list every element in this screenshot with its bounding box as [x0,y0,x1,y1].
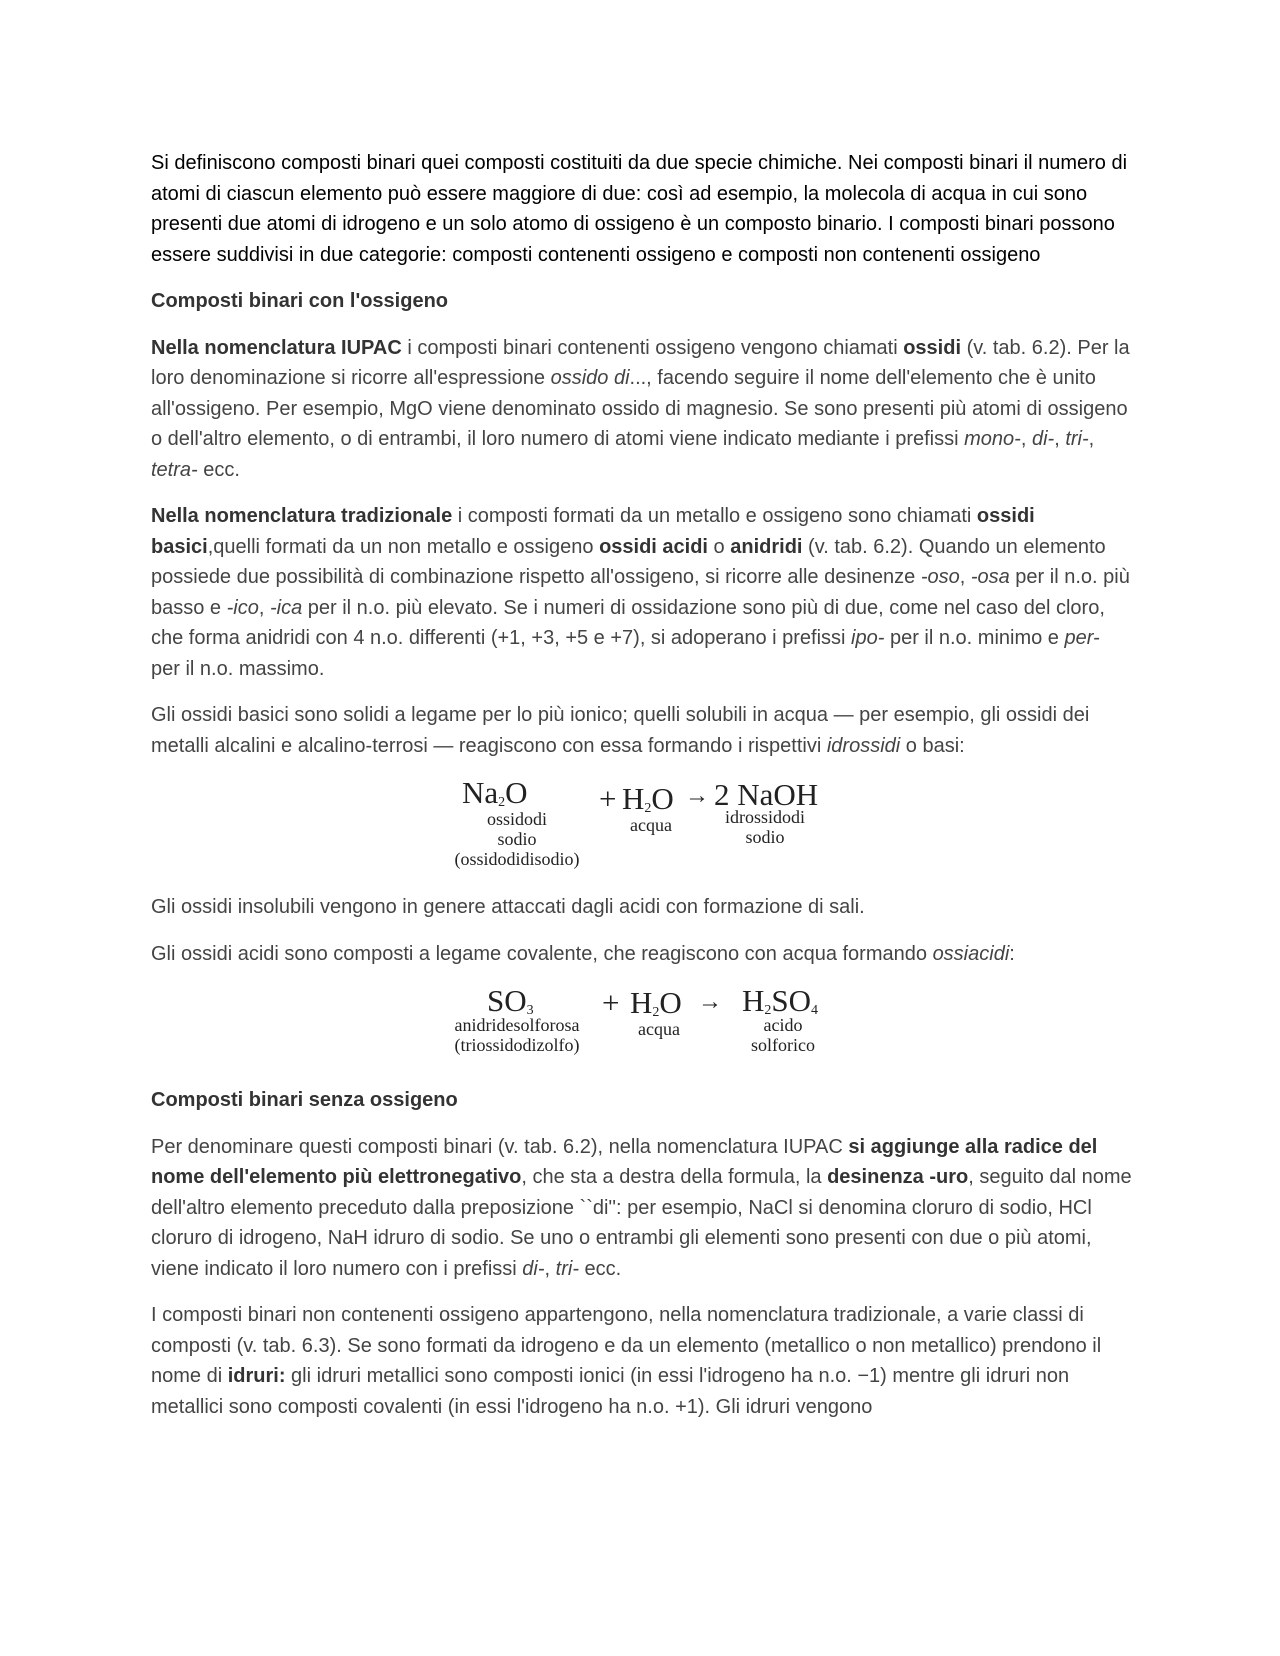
reactant-na2o: $Na_2O$ [462,775,528,810]
reactant-na2o-label: ossidodi sodio (ossidodidisodio) [454,809,580,869]
reactant-so3-label: anidridesolforosa (triossidodizolfo) [454,1015,580,1055]
iupac-oxides-paragraph: Nella nomenclatura IUPAC i composti binari contenenti ossigeno vengono chiamati ossidi (v. tab. 6.2). Per la loro denominazione si ricorre all'espressione ossido di..., facendo seguire il nome dell'elemento che è unito all'ossigeno. Per esempio, MgO viene denominato ossido di magnesio. Se sono presenti più atomi di ossigeno o dell'altro elemento, o di entrambi, il loro numero di atomi viene indicato mediante i prefissi mono-, di-, tri-, tetra- ecc. [151,336,1130,481]
product-naoh: 2 NaOH [714,777,819,812]
reactant-water: $H_2O$ [622,781,674,816]
reaction-arrow: → [685,783,709,809]
product-h2so4-label: acido solforico [751,1015,815,1055]
section-heading-without-oxygen: Composti binari senza ossigeno [151,1089,458,1111]
insoluble-oxides-paragraph: Gli ossidi insolubili vengono in genere attaccati dagli acidi con formazione di sali. [151,896,865,918]
reactant-water: $H_2O$ [630,985,682,1020]
section-heading-with-oxygen: Composti binari con l'ossigeno [151,290,449,312]
reactant-so3: $SO_3$ [487,983,534,1018]
plus-sign: + [599,781,617,816]
intro-paragraph: Si definiscono composti binari quei composti costituiti da due specie chimiche. Nei composti binari il numero di atomi di ciascun elemento può essere maggiore di due: così ad esempio, la molecola di acqua in cui sono presenti due atomi di idrogeno e un solo atomo di ossigeno è un composto binario. I composti binari possono essere suddivisi in due categorie: composti contenenti ossigeno e composti non contenenti ossigeno [151,152,1128,266]
sodium-oxide-equation [442,777,842,872]
product-naoh-label: idrossidodi sodio [724,807,805,847]
sulfur-trioxide-equation [442,985,842,1063]
water-label: acqua [630,815,672,835]
traditional-hydrides-paragraph: I composti binari non contenenti ossigeno appartengono, nella nomenclatura tradizionale, a varie classi di composti (v. tab. 6.3). Se sono formati da idrogeno e da un elemento (metallico o non metallico) prendono il nome di idruri: gli idruri metallici sono composti ionici (in essi l'idrogeno ha n.o. −1) mentre gli idruri non metallici sono composti covalenti (in essi l'idrogeno ha n.o. +1). Gli idruri vengono [151,1304,1102,1418]
document-body [151,148,1133,1438]
reaction-arrow: → [698,989,722,1015]
traditional-oxides-paragraph: Nella nomenclatura tradizionale i composti formati da un metallo e ossigeno sono chiamati ossidi basici,quelli formati da un non metallo e ossigeno ossidi acidi o anidridi (v. tab. 6.2). Quando un elemento possiede due possibilità di combinazione rispetto all'ossigeno, si ricorre alle desinenze -oso, -osa per il n.o. più basso e -ico, -ica per il n.o. più elevato. Se i numeri di ossidazione sono più di due, come nel caso del cloro, che forma anidridi con 4 n.o. differenti (+1, +3, +5 e +7), si adoperano i prefissi ipo- per il n.o. minimo e per- per il n.o. massimo. [151,505,1130,680]
water-label: acqua [638,1019,680,1039]
acid-oxides-paragraph: Gli ossidi acidi sono composti a legame covalente, che reagiscono con acqua formando ossiacidi: [151,942,1015,965]
iupac-binary-no-oxygen-paragraph: Per denominare questi composti binari (v. tab. 6.2), nella nomenclatura IUPAC si aggiunge alla radice del nome dell'elemento più elettronegativo, che sta a destra della formula, la desinenza -uro, seguito dal nome dell'altro elemento preceduto dalla preposizione ``di'': per esempio, NaCl si denomina cloruro di sodio, HCl cloruro di idrogeno, NaH idruro di sodio. Se uno o entrambi gli elementi sono presenti con due o più atomi, viene indicato il loro numero con i prefissi di-, tri- ecc. [151,1135,1132,1280]
plus-sign: + [602,985,620,1020]
basic-oxides-paragraph: Gli ossidi basici sono solidi a legame per lo più ionico; quelli solubili in acqua — per esempio, gli ossidi dei metalli alcalini e alcalino-terrosi — reagiscono con essa formando i rispettivi idrossidi o basi: [151,704,1090,757]
product-h2so4: $H_2SO_4$ [742,983,819,1018]
